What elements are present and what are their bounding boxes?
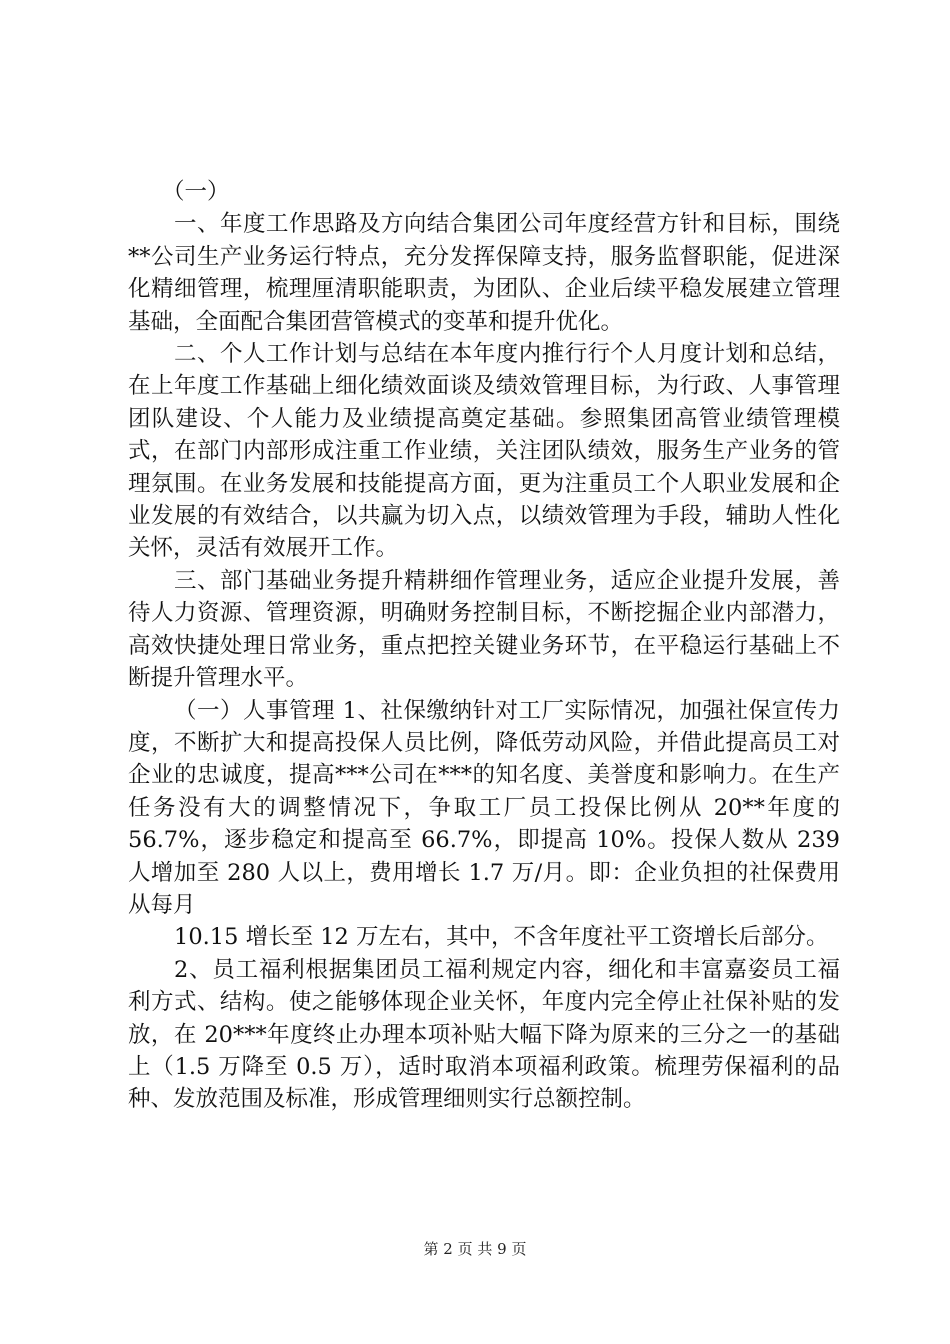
page-number-footer: 第 2 页 共 9 页 bbox=[423, 1240, 527, 1258]
section-heading: （一） bbox=[162, 179, 230, 205]
paragraph-6: 2、员工福利根据集团员工福利规定内容，细化和丰富嘉姿员工福利方式、结构。使之能够体现企业关怀，年度内完全停止社保补贴的发放，在 20***年度终止办理本项补贴大幅下降为原来的三分之一的基础上（1.5 万降至 0.5 万），适时取消本项福利政策。梳理劳保福利的品种、发放范围及标准，形成管理细则实行总额控制。 bbox=[128, 956, 840, 1113]
paragraph-1: 一、年度工作思路及方向结合集团公司年度经营方针和目标，围绕**公司生产业务运行特点，充分发挥保障支持，服务监督职能，促进深化精细管理，梳理厘清职能职责，为团队、企业后续平稳发展建立管理基础，全面配合集团营管模式的变革和提升优化。 bbox=[128, 211, 840, 335]
paragraph-2: 二、个人工作计划与总结在本年度内推行行个人月度计划和总结，在上年度工作基础上细化绩效面谈及绩效管理目标，为行政、人事管理团队建设、个人能力及业绩提高奠定基础。参照集团高管业绩管理模式，在部门内部形成注重工作业绩，关注团队绩效，服务生产业务的管理氛围。在业务发展和技能提高方面，更为注重员工个人职业发展和企业发展的有效结合，以共赢为切入点，以绩效管理为手段，辅助人性化关怀，灵活有效展开工作。 bbox=[128, 341, 840, 562]
paragraph-5: 10.15 增长至 12 万左右，其中，不含年度社平工资增长后部分。 bbox=[174, 924, 829, 951]
paragraph-4: （一）人事管理 1、社保缴纳针对工厂实际情况，加强社保宣传力度，不断扩大和提高投保人员比例，降低劳动风险，并借此提高员工对企业的忠诚度，提高***公司在***的知名度、美誉度和影响力。在生产任务没有大的调整情况下，争取工厂员工投保比例从 20**年度的 56.7%，逐步稳定和提高至 66.7%，即提高 10%。投保人数从 239 人增加至 280 人以上，费用增长 1.7 万/月。即：企业负担的社保费用从每月 bbox=[128, 697, 840, 918]
document-body bbox=[128, 176, 840, 1116]
paragraph-3: 三、部门基础业务提升精耕细作管理业务，适应企业提升发展，善待人力资源、管理资源，明确财务控制目标，不断挖掘企业内部潜力，高效快捷处理日常业务，重点把控关键业务环节，在平稳运行基础上不断提升管理水平。 bbox=[128, 567, 840, 692]
